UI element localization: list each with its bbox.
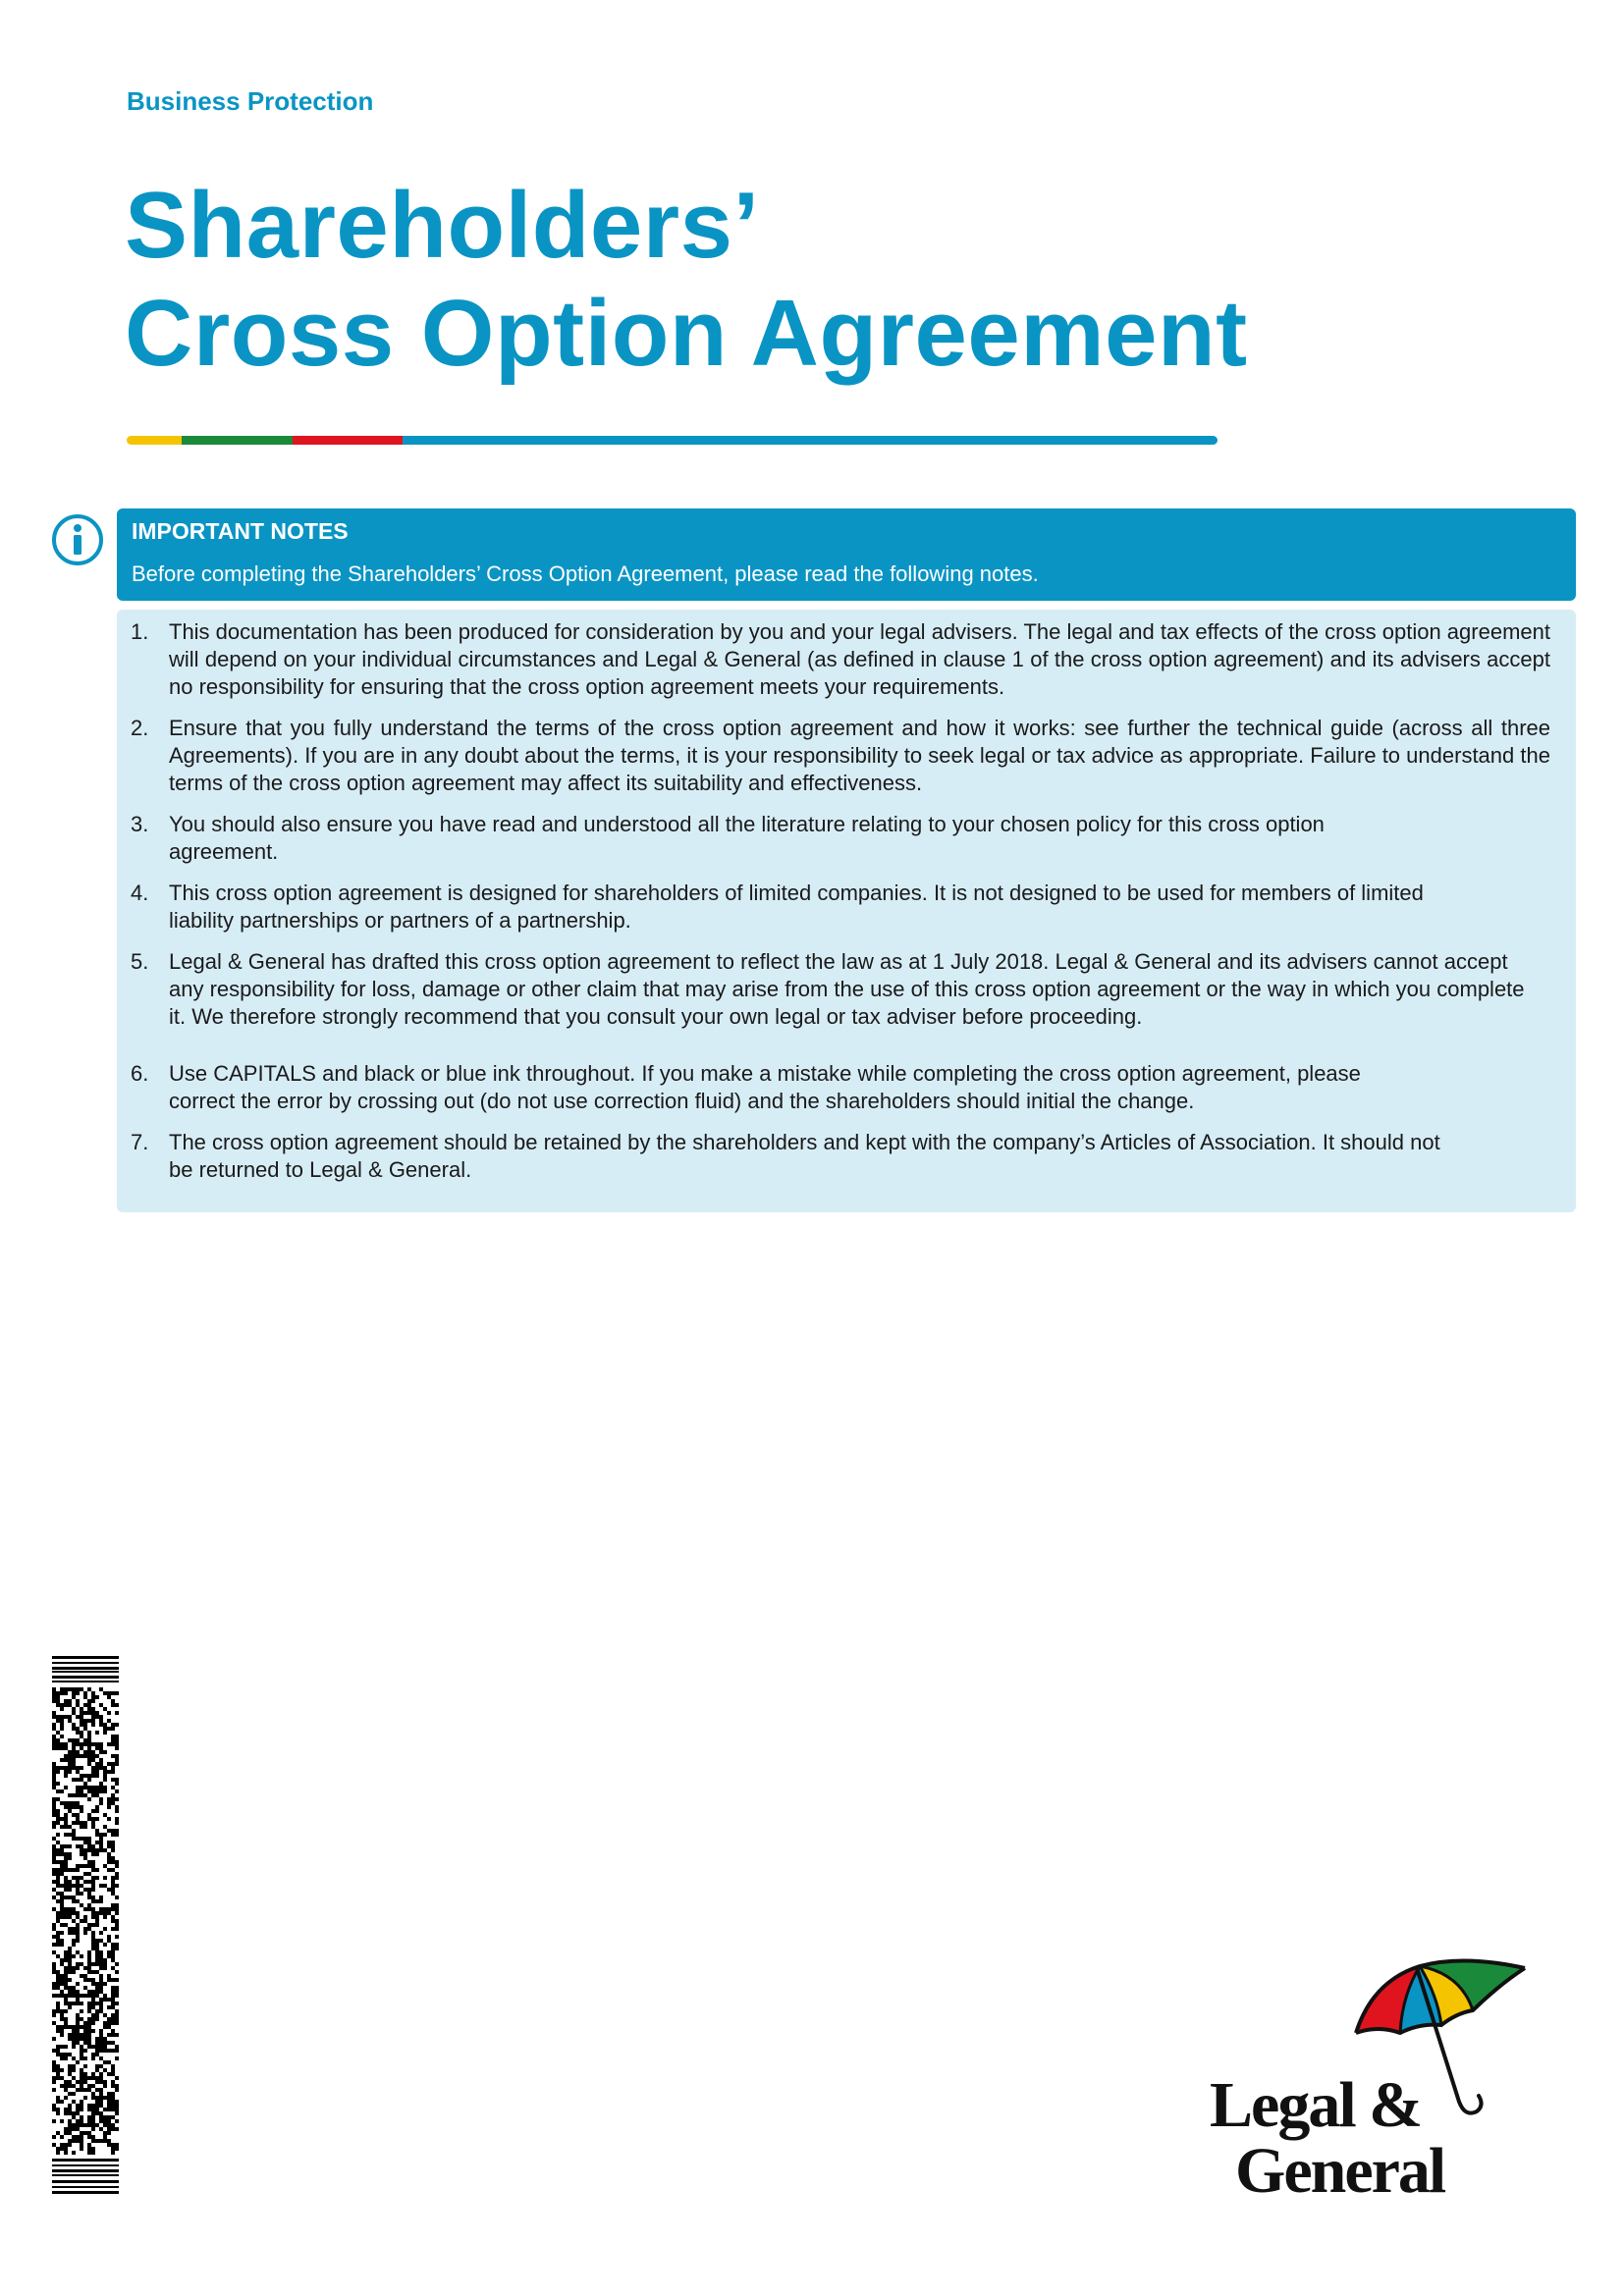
note-number: 1.: [131, 619, 149, 644]
important-notes-header: [117, 508, 1576, 601]
note-text: This documentation has been produced for consideration by you and your legal advisers. The legal and tax effects of the cross option agreement will depend on your individual circumstances and Legal & General (as defined in clause 1 of the cross option agreement) and its advisers accept no responsibility for ensuring that the cross option agreement meets your requirements.: [169, 619, 1550, 699]
rule-red: [293, 436, 403, 445]
rule-blue: [403, 436, 1218, 445]
note-text: Legal & General has drafted this cross option agreement to reflect the law as at 1 July 2018. Legal & General and its advisers cannot accept any responsibility for loss, damage or other claim that may arise from the use of this cross option agreement or the way in which you complete it. We therefore strongly recommend that you consult your own legal or tax adviser before proceeding.: [169, 949, 1525, 1029]
note-item: [131, 618, 1550, 701]
note-item: [131, 715, 1550, 797]
note-text: This cross option agreement is designed for shareholders of limited companies. It is not designed to be used for members of limited liability partnerships or partners of a partnership.: [169, 881, 1424, 933]
note-number: 3.: [131, 812, 149, 836]
note-number: 2.: [131, 716, 149, 740]
legal-and-general-logo: [1206, 1956, 1530, 2202]
notes-list: [131, 618, 1550, 1198]
important-notes-panel: [117, 610, 1576, 1212]
title-line-2: Cross Option Agreement: [125, 281, 1248, 386]
note-text: You should also ensure you have read and understood all the literature relating to your chosen policy for this cross option agreement.: [169, 812, 1325, 864]
note-number: 5.: [131, 949, 149, 974]
document-barcode: [52, 1656, 119, 2194]
rule-yellow: [127, 436, 182, 445]
page-title: [125, 172, 1248, 388]
note-item: [131, 880, 1550, 934]
note-item: [131, 811, 1550, 866]
important-notes-intro: Before completing the Shareholders’ Cross Option Agreement, please read the following notes.: [132, 561, 1039, 586]
note-text: Use CAPITALS and black or blue ink throughout. If you make a mistake while completing the cross option agreement, please correct the error by crossing out (do not use correction fluid) and the shareholders should initial the change.: [169, 1061, 1361, 1113]
note-number: 6.: [131, 1061, 149, 1086]
info-icon: [51, 513, 104, 566]
note-item: [131, 1060, 1550, 1115]
note-number: 4.: [131, 881, 149, 905]
logo-text-line-1: Legal &: [1210, 2069, 1422, 2141]
important-notes-heading: IMPORTANT NOTES: [132, 518, 349, 544]
note-text: The cross option agreement should be retained by the shareholders and kept with the company’s Articles of Association. It should not be returned to Legal & General.: [169, 1130, 1440, 1182]
note-number: 7.: [131, 1130, 149, 1154]
note-text: Ensure that you fully understand the terms of the cross option agreement and how it works: see further the technical guide (across all three Agreements). If you are in any doubt about the terms, it is your responsibility to seek legal or tax advice as appropriate. Failure to understand the terms of the cross option agreement may affect its suitability and effectiveness.: [169, 716, 1550, 795]
title-line-1: Shareholders’: [125, 173, 760, 278]
rule-green: [182, 436, 293, 445]
brand-colour-rule: [127, 436, 1218, 445]
note-item: [131, 1129, 1550, 1184]
business-protection-label: Business Protection: [127, 86, 374, 116]
logo-text-line-2: General: [1235, 2135, 1445, 2202]
note-item: [131, 948, 1550, 1031]
